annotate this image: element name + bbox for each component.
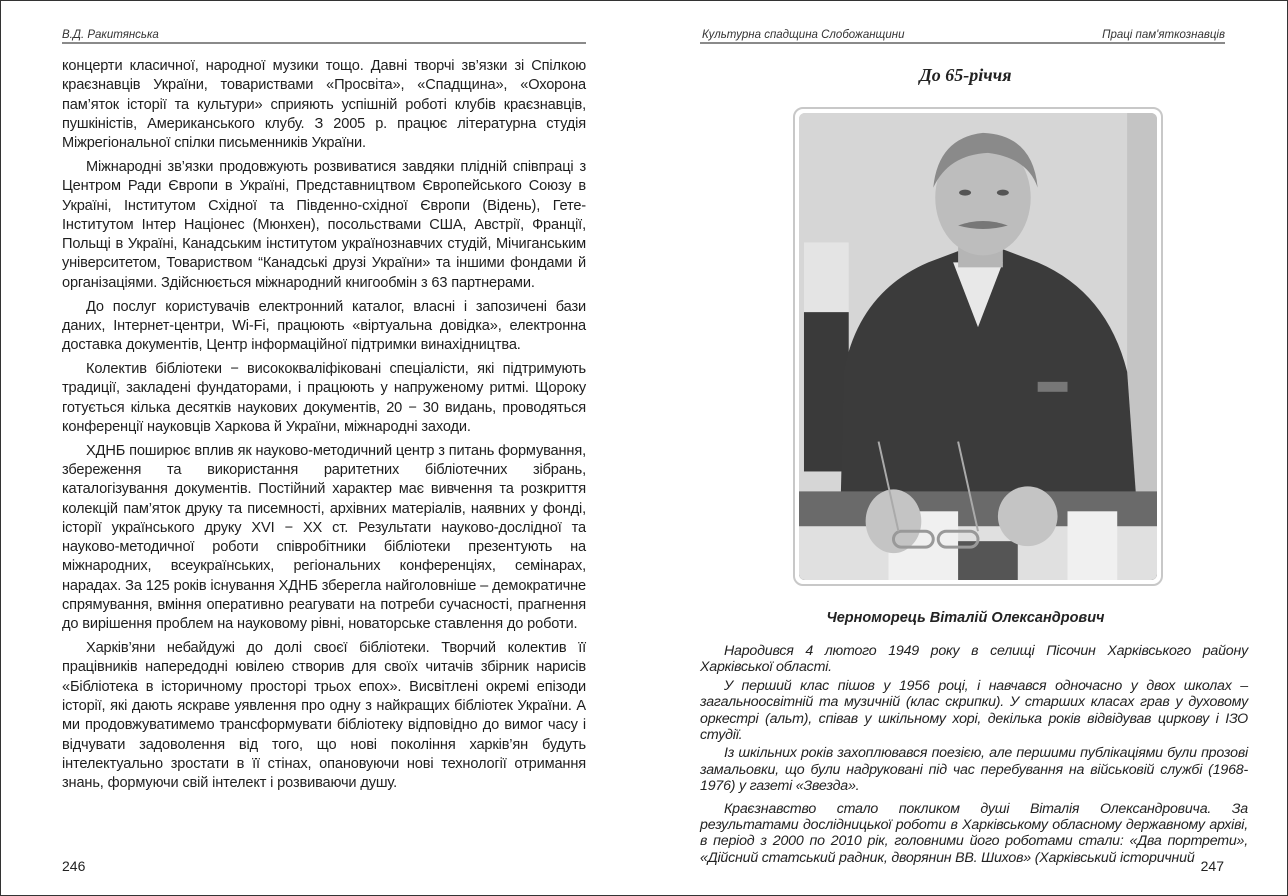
header-rule — [700, 42, 1225, 44]
portrait-illustration — [799, 113, 1157, 580]
page-number: 247 — [1200, 858, 1224, 874]
paragraph: У перший клас пішов у 1956 році, і навчався одночасно у двох школах – загальноосвітній та музичній (клас скрипки). У старших класах грав у духовому оркестрі (альт), співав у шкільному хорі, декілька років відвідував циркову і ІЗО студії. — [700, 677, 1248, 744]
paragraph: концерти класичної, народної музики тощо. Давні творчі зв’язки зі Спілкою краєзнавців України, товариствами «Просвіта», «Спадщина», «Охорона пам’яток історії та культури» сприяють успішній роботі клубів краєзнавців, пушкіністів, Американського клубу. З 2005 р. працює літературна студія Міжрегіональної спілки письменників України. — [62, 58, 586, 152]
running-head-section: Праці пам'яткознавців — [1102, 29, 1225, 41]
paragraph: Народився 4 лютого 1949 року в селищі Пісочин Харківського району Харківської області. — [700, 643, 1248, 676]
biography-text — [700, 643, 1248, 868]
paragraph: Міжнародні зв’язки продовжують розвиватися завдяки плідній співпраці з Центром Ради Європи в Україні, Представництвом Європейського Союзу в Україні, Інститутом Східної та Південно-східної Європи (Відень), Гете-Інститутом Інтер Націонес (Мюнхен), посольствами США, Австрії, Франції, Польщі в Україні, Канадським інститутом українознавчих студій, Мічиганським університетом, Товариством “Канадські друзі України» та іншими фондами й організаціями. Здійснюється міжнародний книгообмін з 63 партнерами. — [62, 158, 586, 291]
paragraph: Харків’яни небайдужі до долі своєї бібліотеки. Творчий колектив її працівників напередодні ювілею створив для своїх читачів збірник нарисів «Бібліотека в історичному просторі трьох епох». Висвітлені окремі епізоди історії, які дають яскраве уявлення про одну з найкращих бібліотек України. А ми продовжуватимемо трансформувати бібліотеку відповідно до вимог часу і відчувати задоволення від того, що нові покоління харків’ян будуть інтелектуально зростати в її стінах, опановуючи нові технології отримання знань, формуючи свій інтелект і розвиваючи душу. — [62, 640, 586, 792]
left-page — [1, 1, 644, 895]
paragraph: До послуг користувачів електронний каталог, власні і запозичені бази даних, Інтернет-центри, Wi-Fi, працюють «віртуальна довідка», електронна доставка документів, Центр інформаційної підтримки винахідництва. — [62, 298, 586, 354]
running-head-book-title: Культурна спадщина Слобожанщини — [702, 29, 905, 41]
page-number: 246 — [62, 858, 86, 874]
left-body-text — [62, 57, 586, 798]
running-head-author: В.Д. Ракитянська — [62, 29, 159, 41]
paragraph: Краєзнавство стало покликом душі Віталія Олександровича. За результатами дослідницької роботи в Харківському обласному державному архіві, в період з 2000 по 2010 рік, головними його роботами стали: «Два портрети», «Дійсний статський радник, дворянин ВВ. Шихов» (Харківський історичний — [700, 800, 1248, 866]
section-title: До 65-річчя — [919, 65, 1012, 85]
portrait-photo-frame — [793, 107, 1163, 586]
portrait-photo — [799, 113, 1157, 580]
paragraph: Колектив бібліотеки − висококваліфіковані спеціалісти, які підтримують традиції, закладені фундаторами, і працюють у напруженому ритмі. Щороку готується кілька десятків наукових документів, 20 − 30 видань, проводяться конференції науковців Харкова й України, міжнародні заходи. — [62, 360, 586, 435]
header-rule — [62, 42, 586, 44]
photo-caption-name: Черноморець Віталій Олександрович — [826, 610, 1105, 626]
paragraph: Із шкільних років захоплювався поезією, але першими публікаціями були прозові замальовки, що були надруковані під час перебування на військовій службі (1968-1976) у газеті «Звезда». — [700, 745, 1248, 795]
paragraph: ХДНБ поширює вплив як науково-методичний центр з питань формування, збереження та використання раритетних бібліотечних зібрань, каталогізування документів. Постійний характер має вивчення та розкриття колекцій пам’яток друку та писемності, архівних матеріалів, наявних у фонді, історії українського друку XVI − XX ст. Результати науково-дослідної та науково-методичної роботи співробітники бібліотеки презентують на міжнародних, всеукраїнських, регіональних конференціях, семінарах, нарадах. За 125 років існування ХДНБ зберегла найголовніше – демократичне спрямування, вміння оперативно реагувати на потреби сучасності, прагнення до вирішення проблем на науковому рівні, новаторське ставлення до роботи. — [62, 442, 586, 633]
